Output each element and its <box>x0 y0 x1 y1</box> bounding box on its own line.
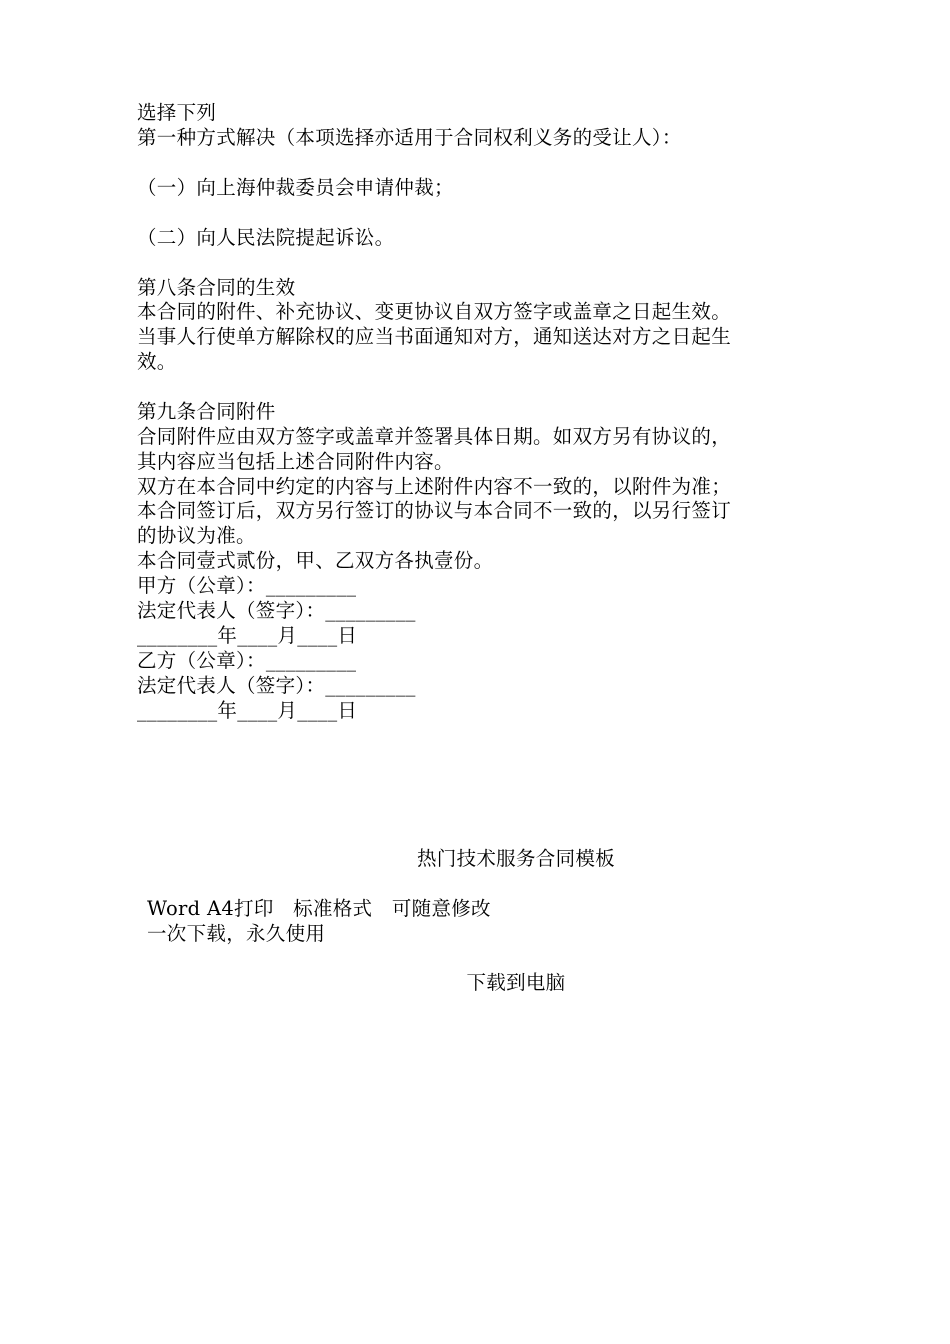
doc-line: 本合同签订后，双方另行签订的协议与本合同不一致的，以另行签订 <box>137 499 732 522</box>
date-line-party-b: ________年____月____日 <box>137 699 358 722</box>
promo-title: 热门技术服务合同模板 <box>416 847 615 870</box>
doc-line: 其内容应当包括上述合同附件内容。 <box>137 450 454 473</box>
doc-line: （一）向上海仲裁委员会申请仲裁； <box>137 176 454 199</box>
doc-line: （二）向人民法院提起诉讼。 <box>137 226 395 249</box>
doc-line: 双方在本合同中约定的内容与上述附件内容不一致的，以附件为准； <box>137 475 732 498</box>
doc-line: 本合同壹式贰份，甲、乙双方各执壹份。 <box>137 549 494 572</box>
doc-line: 第一种方式解决（本项选择亦适用于合同权利义务的受让人）： <box>137 126 682 149</box>
doc-line: 选择下列 <box>137 101 217 124</box>
section-heading: 第八条合同的生效 <box>137 276 296 299</box>
signature-line-representative-b: 法定代表人（签字）：_________ <box>137 674 416 697</box>
doc-line: 合同附件应由双方签字或盖章并签署具体日期。如双方另有协议的， <box>137 425 732 448</box>
promo-usage: 一次下载，永久使用 <box>147 922 326 945</box>
doc-line: 本合同的附件、补充协议、变更协议自双方签字或盖章之日起生效。 <box>137 300 732 323</box>
doc-line: 效。 <box>137 350 177 373</box>
signature-line-party-b: 乙方（公章）：_________ <box>137 649 357 672</box>
download-link[interactable]: 下载到电脑 <box>466 971 566 994</box>
date-line-party-a: ________年____月____日 <box>137 624 358 647</box>
signature-line-party-a: 甲方（公章）：_________ <box>137 574 357 597</box>
section-heading: 第九条合同附件 <box>137 400 276 423</box>
promo-features: Word A4打印 标准格式 可随意修改 <box>147 897 491 920</box>
doc-line: 的协议为准。 <box>137 524 256 547</box>
signature-line-representative-a: 法定代表人（签字）：_________ <box>137 599 416 622</box>
doc-line: 当事人行使单方解除权的应当书面通知对方，通知送达对方之日起生 <box>137 325 732 348</box>
